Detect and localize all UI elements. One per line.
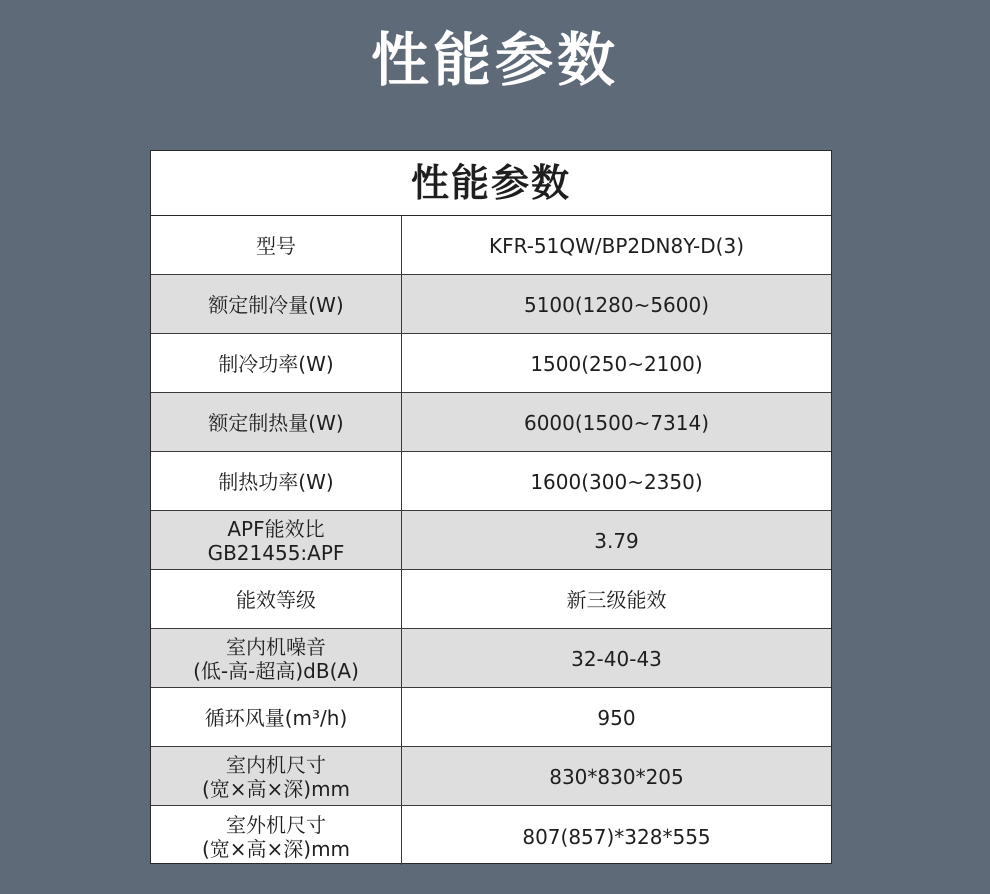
spec-label — [151, 511, 402, 569]
spec-label — [151, 570, 402, 628]
spec-label — [151, 747, 402, 805]
spec-rows — [151, 216, 831, 865]
spec-value: 807(857)*328*555 — [522, 824, 711, 849]
spec-row — [151, 570, 831, 629]
spec-label — [151, 216, 402, 274]
spec-label — [151, 452, 402, 510]
spec-label-line: 室内机噪音 — [226, 635, 326, 659]
spec-row — [151, 452, 831, 511]
spec-row — [151, 216, 831, 275]
spec-row — [151, 688, 831, 747]
spec-label-line: (宽×高×深)mm — [201, 777, 351, 801]
spec-row — [151, 806, 831, 865]
spec-value: 6000(1500~7314) — [523, 411, 710, 435]
spec-label — [151, 629, 402, 687]
spec-value: 5100(1280~5600) — [523, 293, 710, 317]
spec-label — [151, 688, 402, 746]
spec-value: 1600(300~2350) — [530, 470, 703, 494]
spec-value: 新三级能效 — [566, 588, 667, 612]
spec-value: 1500(250~2100) — [530, 352, 703, 376]
spec-label — [151, 806, 402, 865]
spec-label-line: (宽×高×深)mm — [201, 836, 351, 861]
spec-row — [151, 747, 831, 806]
spec-label-line: 循环风量(m³/h) — [204, 706, 348, 730]
spec-label-line: 额定制冷量(W) — [208, 293, 344, 317]
spec-label-line: 室外机尺寸 — [226, 812, 326, 837]
spec-label — [151, 275, 402, 333]
spec-label-line: 制热功率(W) — [218, 470, 334, 494]
spec-row — [151, 629, 831, 688]
spec-value: 32-40-43 — [571, 647, 662, 671]
spec-label-line: 额定制热量(W) — [208, 411, 344, 435]
spec-label-line: (低-高-超高)dB(A) — [193, 659, 359, 683]
spec-value: 950 — [597, 706, 636, 730]
spec-label-line: 室内机尺寸 — [226, 753, 326, 777]
spec-label-line: 能效等级 — [236, 588, 316, 612]
spec-row — [151, 511, 831, 570]
spec-value: 830*830*205 — [549, 765, 684, 789]
spec-label-line: 型号 — [256, 234, 296, 258]
table-title: 性能参数 — [151, 151, 831, 216]
spec-row — [151, 334, 831, 393]
spec-label — [151, 334, 402, 392]
spec-row — [151, 275, 831, 334]
spec-value: KFR-51QW/BP2DN8Y-D(3) — [488, 234, 744, 258]
spec-label-line: APF能效比 — [227, 517, 325, 541]
spec-row — [151, 393, 831, 452]
spec-table — [150, 150, 832, 864]
page-title: 性能参数 — [370, 26, 619, 94]
spec-label — [151, 393, 402, 451]
spec-label-line: 制冷功率(W) — [218, 352, 334, 376]
spec-value: 3.79 — [594, 529, 639, 553]
spec-label-line: GB21455:APF — [207, 541, 345, 565]
